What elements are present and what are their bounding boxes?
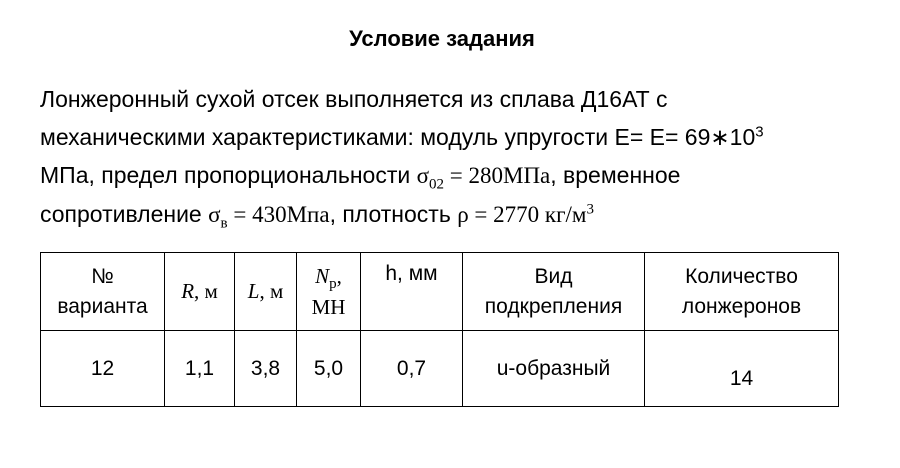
header-r-unit: , м <box>194 279 218 303</box>
header-l <box>235 253 297 331</box>
density-exponent: 3 <box>586 201 594 218</box>
cell-r: 1,1 <box>165 331 235 407</box>
cell-l: 3,8 <box>235 331 297 407</box>
header-view-line2: подкрепления <box>484 294 623 318</box>
page-title: Условие задания <box>349 26 535 51</box>
cell-view: u-образный <box>463 331 645 407</box>
header-n-comma: , <box>336 263 342 288</box>
header-view <box>463 253 645 331</box>
table-header-row <box>41 253 839 331</box>
density-label: , плотность <box>329 201 458 227</box>
density-formula <box>457 202 594 227</box>
header-h: h, мм <box>361 253 463 331</box>
paragraph-line-1: Лонжеронный сухой отсек выполняется из сплава Д16АТ с <box>40 86 668 112</box>
header-n-subscript: р <box>329 275 337 292</box>
modulus-exponent: 3 <box>755 123 764 141</box>
sigma-symbol: σ <box>416 163 430 188</box>
modulus-text: механическими характеристиками: модуль упругости E= E= 69∗10 <box>40 124 756 150</box>
line3-suffix: , временное <box>550 162 681 188</box>
header-variant-line1: № <box>91 264 114 288</box>
header-n-symbol: N <box>315 263 330 288</box>
paragraph-line-3 <box>40 156 870 195</box>
cell-count: 14 <box>645 331 839 407</box>
header-count <box>645 253 839 331</box>
task-paragraph <box>40 80 870 234</box>
sigma-subscript: 02 <box>429 176 445 193</box>
sigma-v-value: = 430Мпа <box>227 202 330 227</box>
paragraph-line-2 <box>40 118 870 156</box>
header-n-unit: МН <box>311 294 346 319</box>
paragraph-line-4 <box>40 195 870 234</box>
header-l-unit: , м <box>259 279 284 303</box>
cell-variant: 12 <box>41 331 165 407</box>
header-n <box>297 253 361 331</box>
header-variant <box>41 253 165 331</box>
header-variant-line2: варианта <box>57 294 148 318</box>
table-row <box>41 331 839 407</box>
resistance-label: сопротивление <box>40 201 209 227</box>
cell-n: 5,0 <box>297 331 361 407</box>
cell-h: 0,7 <box>361 331 463 407</box>
proportionality-label: МПа, предел пропорциональности <box>40 162 417 188</box>
header-count-line2: лонжеронов <box>681 294 802 318</box>
header-r-symbol: R <box>181 279 195 303</box>
sigma-02-value: = 280МПа <box>444 163 551 188</box>
header-view-line1: Вид <box>534 264 573 288</box>
parameters-table <box>40 252 839 407</box>
density-value: ρ = 2770 кг/м <box>457 202 587 227</box>
sigma-v-formula <box>208 202 330 232</box>
sigma-02-formula <box>416 163 551 193</box>
sigma-symbol: σ <box>208 202 221 227</box>
header-count-line1: Количество <box>685 264 798 288</box>
header-r <box>165 253 235 331</box>
sigma-subscript: в <box>220 215 228 232</box>
header-l-symbol: L <box>247 279 260 303</box>
